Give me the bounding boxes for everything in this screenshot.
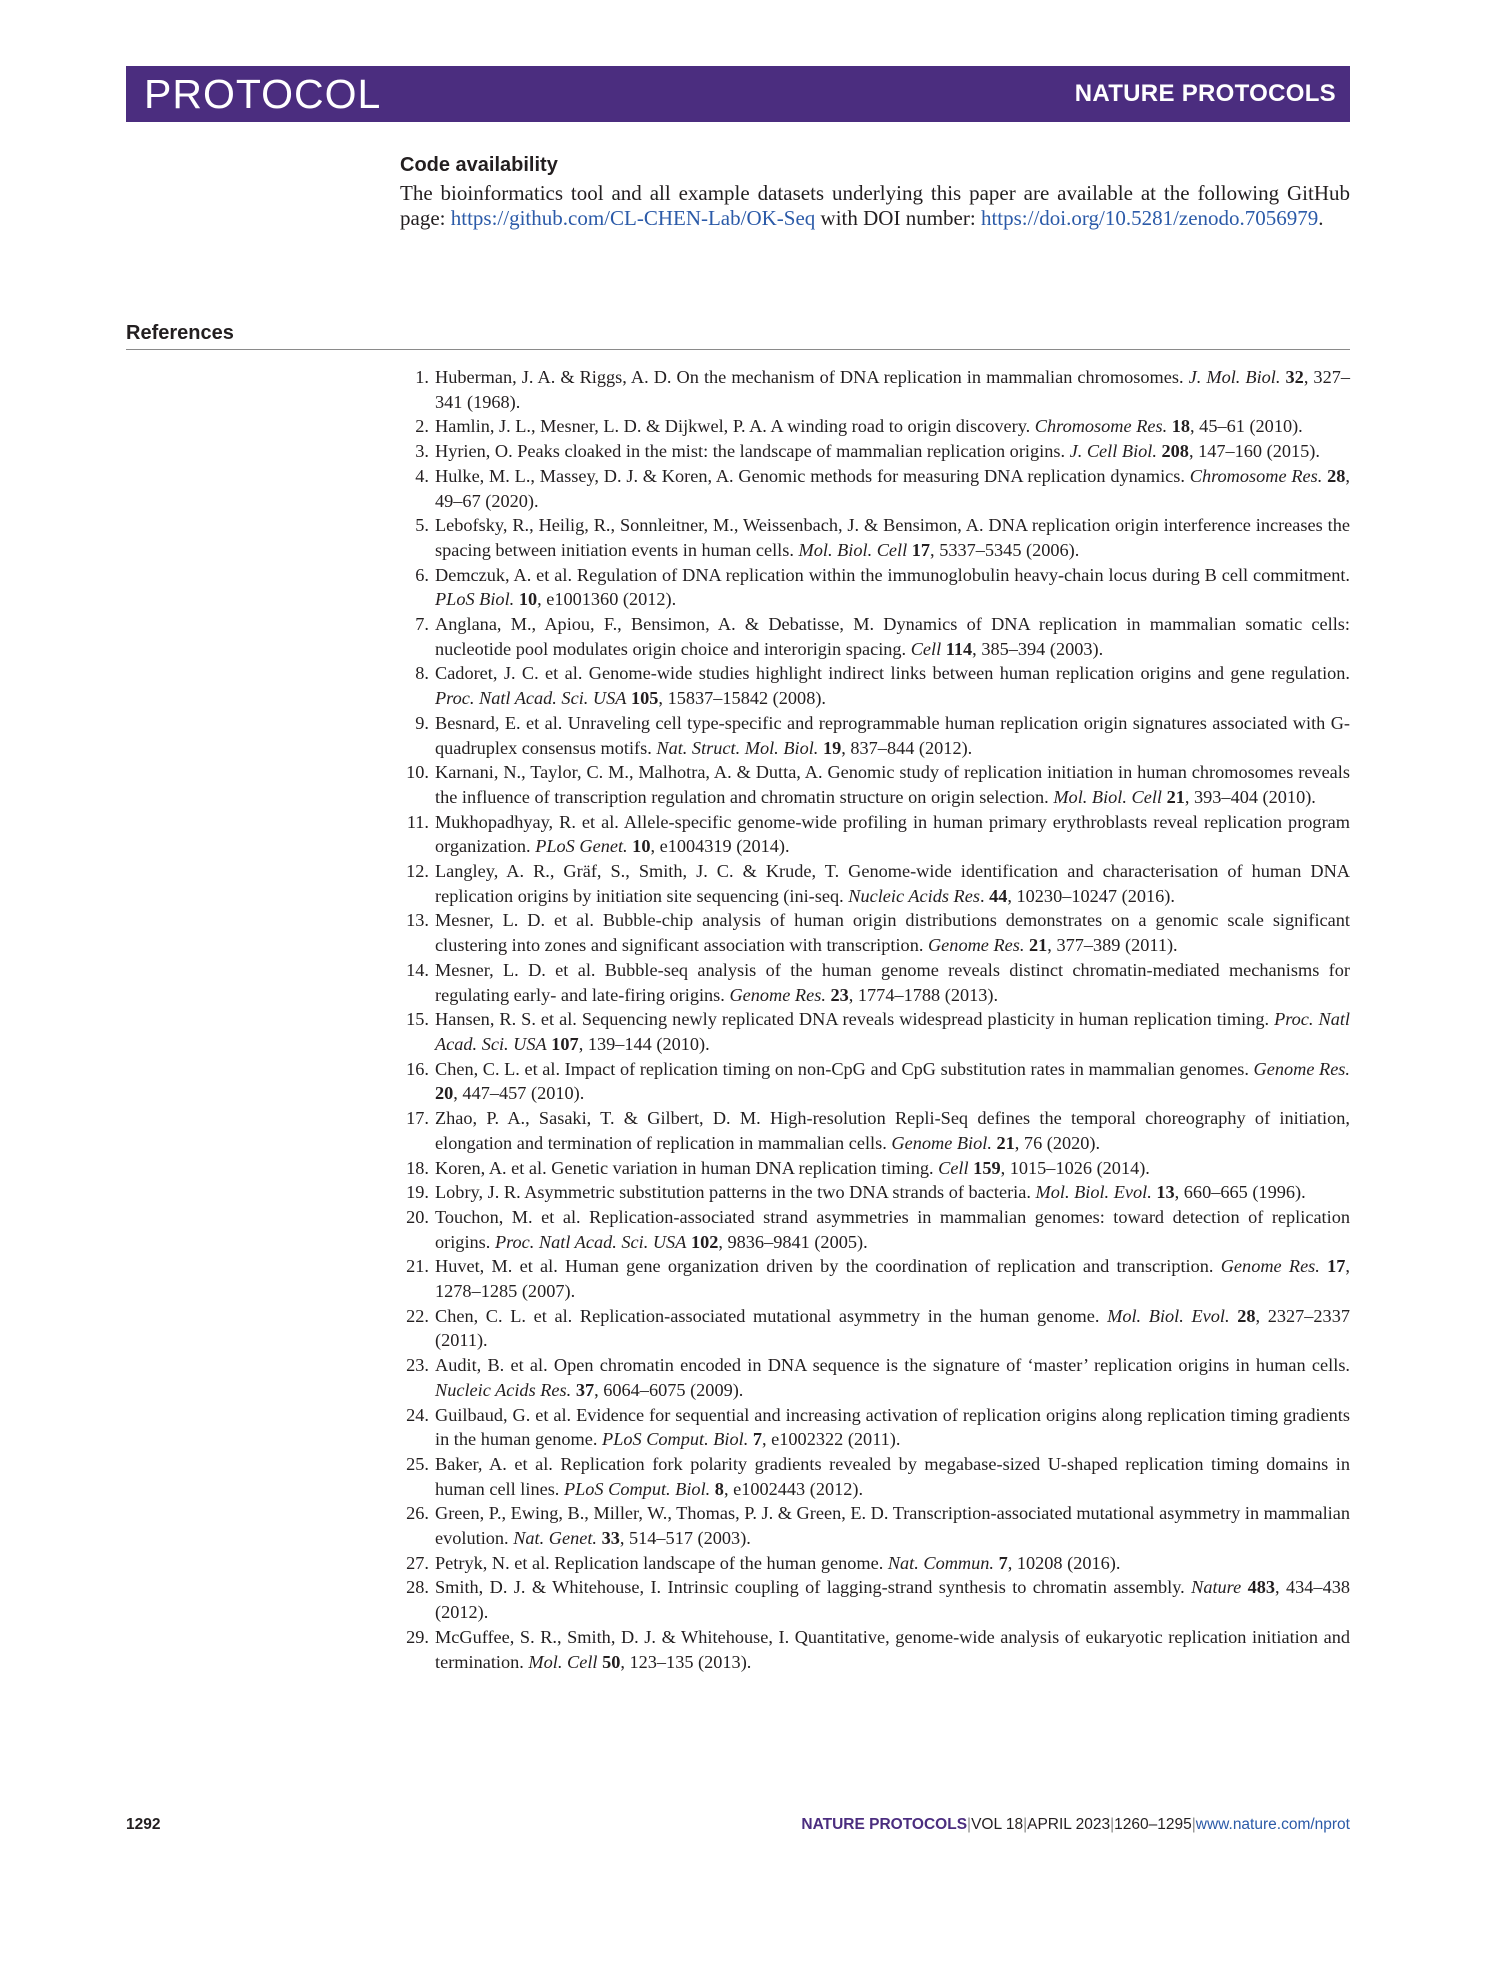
reference-item <box>400 1180 1350 1205</box>
reference-item <box>400 810 1350 859</box>
reference-text: Hulke, M. L., Massey, D. J. & Koren, A. Genomic methods for measuring DNA replication dynamics. Chromosome Res. 28, 49–67 (2020). <box>435 465 1350 511</box>
reference-item <box>400 464 1350 513</box>
reference-item <box>400 1353 1350 1402</box>
reference-text: Chen, C. L. et al. Impact of replication timing on non-CpG and CpG substitution rates in mammalian genomes. Genome Res. 20, 447–457 (2010). <box>435 1058 1350 1104</box>
code-text-end: . <box>1318 206 1324 230</box>
reference-number: 6 . <box>394 563 429 588</box>
footer-url-link[interactable]: www.nature.com/nprot <box>1195 1816 1350 1833</box>
reference-number: 16 . <box>394 1057 429 1082</box>
reference-text: Zhao, P. A., Sasaki, T. & Gilbert, D. M. High-resolution Repli-Seq defines the temporal choreography of initiation, elongation and termination of replication in mammalian cells. Genome Biol. 21, 76 (2020). <box>435 1108 1350 1153</box>
reference-number: 20 . <box>394 1205 429 1230</box>
reference-list <box>400 365 1350 1674</box>
reference-text: Hyrien, O. Peaks cloaked in the mist: the landscape of mammalian replication origins. J. Cell Biol. 208, 147–160 (2015). <box>435 441 1320 462</box>
code-availability-heading: Code availability <box>400 154 558 176</box>
reference-text: Langley, A. R., Gräf, S., Smith, J. C. & Krude, T. Genome-wide identification and characterisation of human DNA replication origins by initiation site sequencing (ini-seq. Nucleic Acids Res. 44, 10230–10247 (2016). <box>435 861 1350 906</box>
reference-number: 10 . <box>394 760 429 785</box>
reference-number: 18 . <box>394 1156 429 1181</box>
reference-number: 21 . <box>394 1254 429 1279</box>
reference-text: Lebofsky, R., Heilig, R., Sonnleitner, M., Weissenbach, J. & Bensimon, A. DNA replication origin interference increases the spacing between initiation events in human cells. Mol. Biol. Cell 17, 5337–5345 (2006). <box>435 515 1350 560</box>
reference-number: 29 . <box>394 1625 429 1650</box>
header-banner <box>126 66 1350 122</box>
github-link[interactable]: https://github.com/CL-CHEN-Lab/OK-Seq <box>450 206 816 230</box>
reference-text: Besnard, E. et al. Unraveling cell type-specific and reprogrammable human replication origin signatures associated with G-quadruplex consensus motifs. Nat. Struct. Mol. Biol. 19, 837–844 (2012). <box>435 712 1350 758</box>
reference-item <box>400 1403 1350 1452</box>
reference-number: 13 . <box>394 908 429 933</box>
reference-item <box>400 1551 1350 1576</box>
reference-item <box>400 1057 1350 1106</box>
reference-number: 22 . <box>394 1304 429 1329</box>
reference-text: Audit, B. et al. Open chromatin encoded in DNA sequence is the signature of ‘master’ replication origins in human cells. Nucleic Acids Res. 37, 6064–6075 (2009). <box>435 1355 1350 1400</box>
reference-item <box>400 859 1350 908</box>
footer-journal: NATURE PROTOCOLS <box>801 1816 968 1833</box>
reference-number: 9 . <box>394 711 429 736</box>
reference-number: 11 . <box>394 810 429 835</box>
reference-item <box>400 1156 1350 1181</box>
reference-number: 17 . <box>394 1106 429 1131</box>
footer-separator: | <box>1191 1816 1196 1833</box>
reference-item <box>400 1501 1350 1550</box>
reference-number: 25 . <box>394 1452 429 1477</box>
reference-item <box>400 1625 1350 1674</box>
reference-number: 12 . <box>394 859 429 884</box>
reference-item <box>400 1304 1350 1353</box>
reference-text: Mukhopadhyay, R. et al. Allele-specific genome-wide profiling in human primary erythroblasts reveal replication program organization. PLoS Genet. 10, e1004319 (2014). <box>435 811 1350 857</box>
reference-item <box>400 908 1350 957</box>
reference-number: 23 . <box>394 1353 429 1378</box>
reference-text: Huberman, J. A. & Riggs, A. D. On the mechanism of DNA replication in mammalian chromosomes. J. Mol. Biol. 32, 327–341 (1968). <box>435 367 1350 412</box>
footer-separator: | <box>1110 1816 1115 1833</box>
doi-link[interactable]: https://doi.org/10.5281/zenodo.7056979 <box>980 206 1319 230</box>
reference-text: Hansen, R. S. et al. Sequencing newly replicated DNA reveals widespread plasticity in human replication timing. Proc. Natl Acad. Sci. USA 107, 139–144 (2010). <box>435 1009 1350 1054</box>
reference-number: 3 . <box>394 439 429 464</box>
reference-text: Hamlin, J. L., Mesner, L. D. & Dijkwel, P. A. A winding road to origin discovery. Chromosome Res. 18, 45–61 (2010). <box>435 416 1303 437</box>
reference-text: Touchon, M. et al. Replication-associated strand asymmetries in mammalian genomes: toward detection of replication origins. Proc. Natl Acad. Sci. USA 102, 9836–9841 (2005). <box>435 1206 1350 1252</box>
reference-item <box>400 365 1350 414</box>
footer-date: APRIL 2023 <box>1027 1816 1111 1833</box>
reference-number: 4 . <box>394 464 429 489</box>
reference-text: Lobry, J. R. Asymmetric substitution patterns in the two DNA strands of bacteria. Mol. Biol. Evol. 13, 660–665 (1996). <box>435 1182 1306 1203</box>
footer-volume: VOL 18 <box>971 1816 1024 1833</box>
code-availability-section <box>400 150 1350 231</box>
reference-text: Demczuk, A. et al. Regulation of DNA replication within the immunoglobulin heavy-chain locus during B cell commitment. PLoS Biol. 10, e1001360 (2012). <box>435 564 1350 610</box>
footer-separator: | <box>967 1816 972 1833</box>
reference-number: 5 . <box>394 513 429 538</box>
reference-number: 8 . <box>394 661 429 686</box>
reference-number: 7 . <box>394 612 429 637</box>
reference-number: 1 . <box>394 365 429 390</box>
reference-text: Baker, A. et al. Replication fork polarity gradients revealed by megabase-sized U-shaped replication timing domains in human cell lines. PLoS Comput. Biol. 8, e1002443 (2012). <box>435 1453 1350 1499</box>
footer-pages: 1260–1295 <box>1114 1816 1192 1833</box>
reference-item <box>400 1575 1350 1624</box>
code-availability-text <box>400 181 1350 231</box>
reference-number: 27 . <box>394 1551 429 1576</box>
reference-number: 15 . <box>394 1007 429 1032</box>
reference-text: Mesner, L. D. et al. Bubble-seq analysis of the human genome reveals distinct chromatin-mediated mechanisms for regulating early- and late-firing origins. Genome Res. 23, 1774–1788 (2013). <box>435 959 1350 1005</box>
reference-item <box>400 439 1350 464</box>
reference-item <box>400 1452 1350 1501</box>
reference-number: 14 . <box>394 958 429 983</box>
journal-name-label: NATURE PROTOCOLS <box>1074 80 1336 107</box>
code-text-middle: with DOI number: <box>815 206 981 230</box>
reference-item <box>400 760 1350 809</box>
reference-text: Mesner, L. D. et al. Bubble-chip analysis of human origin distributions demonstrates on a genomic scale significant clustering into zones and significant association with transcription. Genome Res. 21, 377–389 (2011). <box>435 910 1350 956</box>
page-footer <box>126 1812 1350 1838</box>
reference-item <box>400 1106 1350 1155</box>
article-type-label: PROTOCOL <box>144 71 382 117</box>
reference-item <box>400 612 1350 661</box>
reference-item <box>400 513 1350 562</box>
footer-separator: | <box>1023 1816 1028 1833</box>
reference-item <box>400 1205 1350 1254</box>
page-number: 1292 <box>126 1816 161 1833</box>
reference-text: Petryk, N. et al. Replication landscape of the human genome. Nat. Commun. 7, 10208 (2016). <box>435 1552 1121 1573</box>
reference-text: Anglana, M., Apiou, F., Bensimon, A. & Debatisse, M. Dynamics of DNA replication in mammalian somatic cells: nucleotide pool modulates origin choice and interorigin spacing. Cell 114, 385–394 (2003). <box>435 614 1350 659</box>
reference-text: Chen, C. L. et al. Replication-associated mutational asymmetry in the human genome. Mol. Biol. Evol. 28, 2327–2337 (2011). <box>435 1305 1350 1351</box>
reference-item <box>400 1254 1350 1303</box>
reference-item <box>400 661 1350 710</box>
reference-number: 28 . <box>394 1575 429 1600</box>
reference-text: Karnani, N., Taylor, C. M., Malhotra, A. & Dutta, A. Genomic study of replication initiation in human chromosomes reveals the influence of transcription regulation and chromatin structure on origin selection. Mol. Biol. Cell 21, 393–404 (2010). <box>435 762 1350 807</box>
reference-text: Koren, A. et al. Genetic variation in human DNA replication timing. Cell 159, 1015–1026 (2014). <box>435 1157 1150 1178</box>
reference-text: Huvet, M. et al. Human gene organization driven by the coordination of replication and transcription. Genome Res. 17, 1278–1285 (2007). <box>435 1256 1350 1302</box>
reference-item <box>400 563 1350 612</box>
reference-item <box>400 958 1350 1007</box>
reference-number: 19 . <box>394 1180 429 1205</box>
reference-item <box>400 1007 1350 1056</box>
reference-number: 26 . <box>394 1501 429 1526</box>
reference-text: Cadoret, J. C. et al. Genome-wide studies highlight indirect links between human replication origins and gene regulation. Proc. Natl Acad. Sci. USA 105, 15837–15842 (2008). <box>435 663 1350 709</box>
reference-text: Green, P., Ewing, B., Miller, W., Thomas, P. J. & Green, E. D. Transcription-associated mutational asymmetry in mammalian evolution. Nat. Genet. 33, 514–517 (2003). <box>435 1503 1350 1549</box>
reference-number: 24 . <box>394 1403 429 1428</box>
reference-item <box>400 414 1350 439</box>
reference-text: McGuffee, S. R., Smith, D. J. & Whitehouse, I. Quantitative, genome-wide analysis of eukaryotic replication initiation and termination. Mol. Cell 50, 123–135 (2013). <box>435 1626 1350 1672</box>
reference-item <box>400 711 1350 760</box>
reference-text: Guilbaud, G. et al. Evidence for sequential and increasing activation of replication origins along replication timing gradients in the human genome. PLoS Comput. Biol. 7, e1002322 (2011). <box>435 1404 1350 1450</box>
code-text-intro: The bioinformatics tool and all example datasets underlying this paper are available at the following GitHub page: <box>400 181 1350 230</box>
footer-citation <box>801 1816 1350 1834</box>
reference-number: 2 . <box>394 414 429 439</box>
references-heading: References <box>126 318 1350 350</box>
reference-text: Smith, D. J. & Whitehouse, I. Intrinsic coupling of lagging-strand synthesis to chromatin assembly. Nature 483, 434–438 (2012). <box>435 1577 1350 1623</box>
